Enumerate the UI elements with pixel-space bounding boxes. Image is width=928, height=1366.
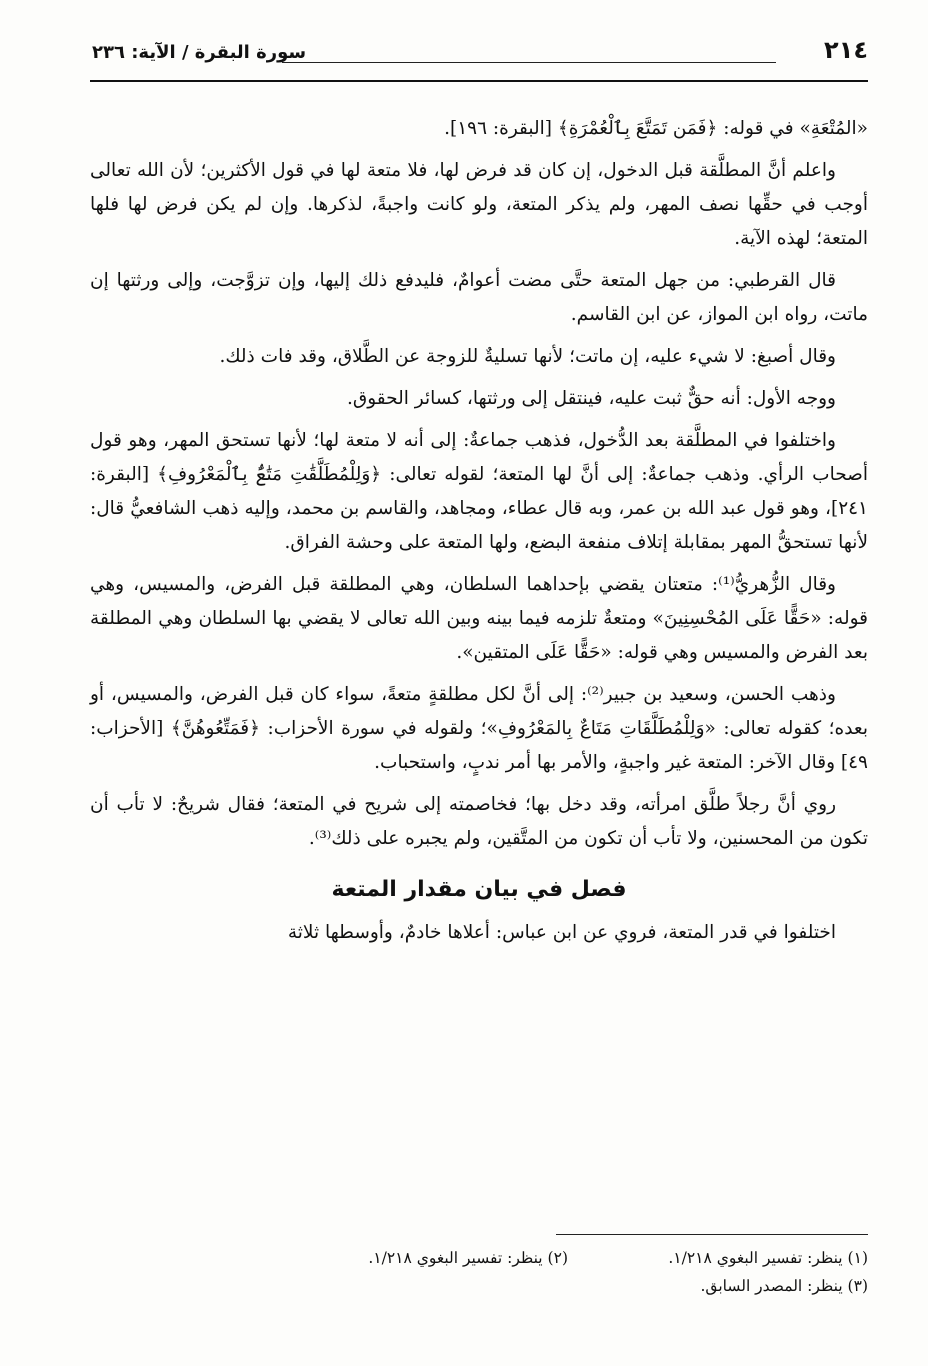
footnote-rule xyxy=(556,1234,868,1235)
paragraph: واختلفوا في المطلَّقة بعد الدُّخول، فذهب جماعةٌ: إلى أنه لا متعة لها؛ لأنها تستحق المهر، وهو قول أصحاب الرأي. وذهب جماعةٌ: إلى أنَّ لها المتعة؛ لقوله تعالى: ﴿وَلِلْمُطَلَّقَٰتِ مَتَٰعٌۢ بِٱلْمَعْرُوفِ﴾ [البقرة: ٢٤١]، وهو قول عبد الله بن عمر، وبه قال عطاء، ومجاهد، والقاسم بن محمد، وإليه ذهب الشافعيُّ قال: لأنها تستحقُّ المهر بمقابلة إتلاف منفعة البضع، ولها المتعة على وحشة الفراق. xyxy=(90,430,868,553)
header-rule xyxy=(90,80,868,82)
page-header xyxy=(92,36,868,82)
running-title: سورة البقرة / الآية: ٢٣٦ xyxy=(92,42,307,63)
paragraph: وقال أصبغ: لا شيء عليه، إن ماتت؛ لأنها تسليةٌ للزوجة عن الطَّلاق، وقد فات ذلك. xyxy=(219,346,836,367)
header-divider xyxy=(282,62,776,63)
paragraph: روي أنَّ رجلاً طلَّق امرأته، وقد دخل بها؛ فخاصمته إلى شريح في المتعة؛ فقال شريحٌ: لا تأب أن تكون من المحسنين، ولا تأب أن تكون من المتَّقين، ولم يجبره على ذلك⁽³⁾. xyxy=(90,794,868,849)
paragraph: وذهب الحسن، وسعيد بن جبير⁽²⁾: إلى أنَّ لكل مطلقةٍ متعةً، سواء كان قبل الفرض، والمسيس، أو بعده؛ كقوله تعالى: «وَلِلْمُطَلَّقَاتِ مَتَاعٌ بِالمَعْرُوفِ»؛ ولقوله في سورة الأحزاب: ﴿فَمَتِّعُوهُنَّ﴾ [الأحزاب: ٤٩] وقال الآخر: المتعة غير واجبةٍ، والأمر بها أمر ندبٍ، واستحباب. xyxy=(90,684,868,773)
section-title: فصل في بيان مقدار المتعة xyxy=(331,877,627,902)
paragraph: قال القرطبي: من جهل المتعة حتَّى مضت أعوامٌ، فليدفع ذلك إليها، وإن تزوَّجت، وإلى ورثتها إن ماتت، رواه ابن المواز، عن ابن القاسم. xyxy=(90,270,868,325)
paragraph: «المُتْعَةِ» في قوله: ﴿فَمَن تَمَتَّعَ بِٱلْعُمْرَةِ﴾ [البقرة: ١٩٦]. xyxy=(444,118,868,139)
footnotes xyxy=(208,1244,868,1300)
footnote-3: (٣) ينظر: المصدر السابق. xyxy=(700,1277,868,1295)
footnote-2: (٢) ينظر: تفسير البغوي ١/٢١٨. xyxy=(368,1249,568,1267)
paragraph: وقال الزُّهريُّ⁽¹⁾: متعتان يقضي بإحداهما السلطان، وهي المطلقة قبل الفرض، والمسيس، وهي قوله: «حَقًّا عَلَى المُحْسِنِينَ» ومتعةٌ تلزمه فيما بينه وبين الله تعالى لا يقضي بها السلطان وهي المطلقة بعد الفرض والمسيس وهي قوله: «حَقًّا عَلَى المتقين». xyxy=(90,574,868,663)
paragraph: واعلم أنَّ المطلَّقة قبل الدخول، إن كان قد فرض لها، فلا متعة لها في قول الأكثرين؛ لأن الله تعالى أوجب في حقِّها نصف المهر، ولم يذكر المتعة، ولو كانت واجبةً، لذكرها. وإن لم يكن فرض لها فلها المتعة؛ لهذه الآية. xyxy=(90,160,868,249)
footnote-1: (١) ينظر: تفسير البغوي ١/٢١٨. xyxy=(668,1249,868,1267)
page-body xyxy=(90,112,868,958)
footnote-row xyxy=(208,1272,868,1300)
paragraph: اختلفوا في قدر المتعة، فروي عن ابن عباس: أعلاها خادمٌ، وأوسطها ثلاثة xyxy=(287,922,836,943)
paragraph: ووجه الأول: أنه حقٌّ ثبت عليه، فينتقل إلى ورثتها، كسائر الحقوق. xyxy=(347,388,836,409)
page-number: ٢١٤ xyxy=(824,36,868,64)
footnote-row xyxy=(208,1244,868,1272)
